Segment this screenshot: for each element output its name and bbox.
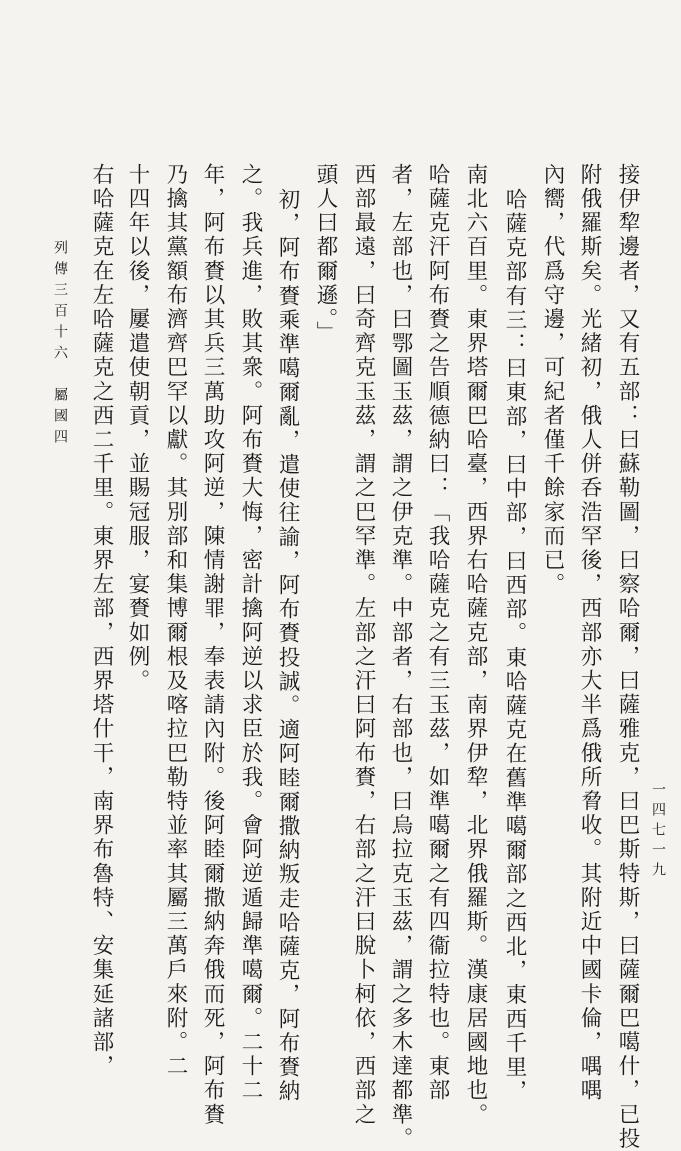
- text-column-3: 內嚮，代爲守邊，可紀者僅千餘家而已。: [540, 163, 565, 597]
- text-column-10: 初，阿布賚乘準噶爾亂，遣使往諭，阿布賚投誠。適阿睦爾撒納叛走哈薩克，阿布賚納: [275, 188, 300, 1104]
- page-number: 一四七一九: [650, 782, 666, 882]
- text-column-11: 之。我兵進，敗其衆。阿布賚大悔，密計擒阿逆以求臣於我。會阿逆遁歸準噶爾。二十二: [238, 163, 263, 1103]
- text-column-7: 者，左部也，曰鄂圖玉茲，謂之伊克準。中部者，右部也，曰烏拉克玉茲，謂之多木達都準。: [388, 163, 413, 1151]
- text-column-1: 接伊犂邊者，又有五部：曰蘇勒圖，曰察哈爾，曰薩雅克，曰巴斯特斯，曰薩爾巴噶什，已投: [615, 163, 640, 1151]
- text-column-5: 南北六百里。東界塔爾巴哈臺，西界右哈薩克部，南界伊犂，北界俄羅斯。漢康居國地也。: [463, 163, 488, 1127]
- text-column-12: 年，阿布賚以其兵三萬助攻阿逆，陳情謝罪，奉表請內附。後阿睦爾撒納奔俄而死，阿布賚: [200, 163, 225, 1127]
- text-column-4: 哈薩克部有三：曰東部，曰中部，曰西部。東哈薩克在舊準噶爾部之西北，東西千里，: [502, 188, 527, 1104]
- text-column-14: 十四年以後，屢遣使朝貢，並賜冠服，宴賚如例。: [125, 163, 150, 694]
- text-column-8: 西部最遠，曰奇齊克玉茲，謂之巴罕準。左部之汗曰阿布賚，右部之汗曰脫卜柯依，西部之: [351, 163, 376, 1127]
- text-column-2: 附俄羅斯矣。光緒初，俄人併呑浩罕後，西部亦大半爲俄所脅收。其附近中國卡倫，喁喁: [577, 163, 602, 1103]
- text-column-15: 右哈薩克在左哈薩克之西二千里。東界左部，西界塔什干，南界布魯特、安集延諸部，: [89, 163, 114, 1079]
- text-column-13: 乃擒其黨額布濟齊巴罕以獻。其別部和集博爾根及喀拉巴勒特並率其屬三萬戶來附。二: [163, 163, 188, 1079]
- text-column-9: 頭人曰都爾遜。」: [313, 163, 338, 346]
- margin-header: 列傳三百十六 屬國四: [52, 240, 68, 450]
- text-column-6: 哈薩克汗阿布賚之告順德納曰：「我哈薩克之有三玉茲，如準噶爾之有四衞拉特也。東部: [425, 163, 450, 1103]
